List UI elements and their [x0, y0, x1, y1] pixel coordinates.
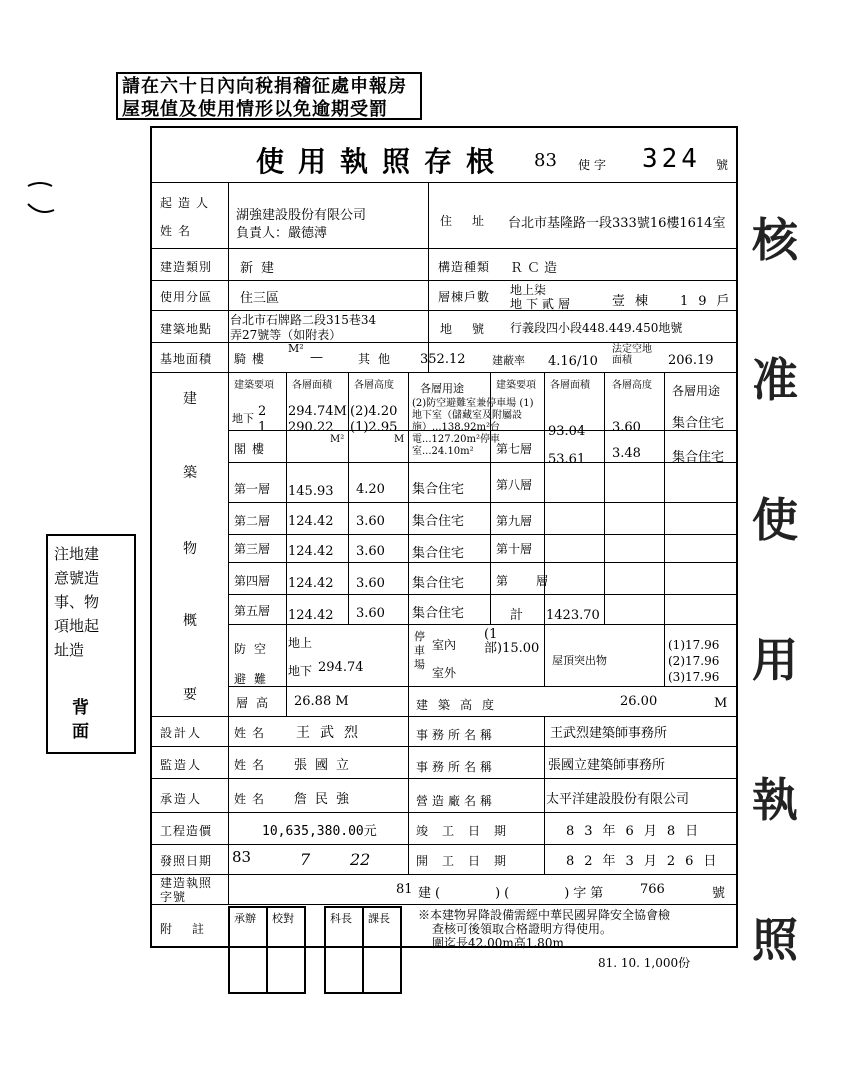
address-label: 住址 — [440, 214, 505, 228]
other-label: 其他 — [358, 352, 399, 366]
shelter-down: 地下 — [288, 664, 313, 678]
f9-label: 第九層 — [496, 514, 533, 528]
bldg-v2: 築 — [183, 465, 197, 481]
bldg-v4: 概 — [183, 613, 197, 629]
f7-label: 第七層 — [496, 442, 533, 456]
f5-height: 3.60 — [356, 606, 385, 621]
lot-label: 地號 — [440, 322, 505, 336]
contractor-name-label: 姓名 — [234, 792, 271, 806]
head-height: 各層高度 — [354, 380, 394, 391]
basement-use: (2)防空避難室兼停車場 (1)地下室（儲藏室及附屬設施）...138.92m²台電...127.20m²停車室...24.10m² — [412, 398, 534, 457]
b2-area: 294.74M — [288, 404, 347, 419]
head-item-2: 建築要項 — [496, 380, 536, 391]
area-label: 基地面積 — [160, 352, 213, 366]
legal-label: 法定空地面積 — [612, 344, 652, 366]
contractor-label: 承造人 — [160, 792, 203, 806]
b1-index: 1 — [258, 420, 267, 435]
number-suffix: 號 — [716, 158, 729, 172]
f5-area: 124.42 — [288, 608, 334, 623]
parking-outdoor: 室外 — [432, 666, 457, 680]
bh-label: 建築高度 — [416, 698, 505, 712]
bh-value: 26.00 — [620, 694, 658, 709]
f5-use: 集合住宅 — [412, 606, 465, 621]
supervisor-name-label: 姓名 — [234, 758, 271, 772]
storey-h: 26.88 M — [294, 694, 349, 709]
floors-label: 層棟戶數 — [438, 290, 491, 304]
f10-label: 第十層 — [496, 542, 533, 556]
head-area-2: 各層面積 — [550, 380, 590, 391]
roof-1: (1)17.96 — [668, 638, 720, 652]
roof-2: (2)17.96 — [668, 654, 720, 668]
structure-label: 構造種類 — [438, 260, 491, 274]
stamp-label-1: 承辦 — [234, 912, 256, 925]
supervisor-label: 監造人 — [160, 758, 203, 772]
cost-label: 工程造價 — [160, 824, 213, 838]
contractor-company: 太平洋建設股份有限公司 — [546, 792, 690, 807]
print-footer: 81. 10. 1,000份 — [598, 956, 691, 970]
lot: 行義段四小段448.449.450地號 — [510, 321, 683, 335]
stamp-label-4: 課長 — [368, 912, 390, 925]
issue-label: 發照日期 — [160, 854, 213, 868]
top-note — [116, 72, 422, 120]
designer-label: 設計人 — [160, 726, 203, 740]
f6-area: 93.04 — [548, 424, 586, 439]
site-addr2: 弄27號等（如附表） — [230, 328, 342, 342]
side-note: 注地建 意號造 事、物 項地起 址造 背面 — [46, 534, 136, 754]
supervisor-name: 張國立 — [294, 758, 358, 773]
build-type-label: 建造類別 — [160, 260, 213, 274]
roof-label: 屋頂突出物 — [552, 654, 607, 667]
note-line1: ※本建物昇降設備需經中華民國昇降安全協會檢 — [418, 908, 671, 922]
bldg-v3: 物 — [183, 541, 197, 557]
basement-label: 地下 — [232, 412, 254, 425]
shelter-label: 防空避難 — [234, 642, 275, 686]
total-value: 1423.70 — [546, 608, 600, 623]
legal-value: 206.19 — [668, 353, 714, 368]
b1-height: (1)2.95 — [350, 420, 398, 435]
f2-height: 3.60 — [356, 514, 385, 529]
permit-number: 324 — [642, 144, 701, 174]
f3-height: 3.60 — [356, 544, 385, 559]
sup-office-label: 事務所名稱 — [416, 760, 497, 774]
f2-label: 第二層 — [234, 514, 271, 528]
f7-height: 3.48 — [612, 446, 641, 461]
buildings: 壹棟 — [612, 294, 659, 309]
right-mark: 核准使用執照 — [752, 213, 798, 967]
stamp-label-3: 科長 — [330, 912, 352, 925]
note-line2: 查核可後領取合格證明方得使用。 — [432, 922, 613, 936]
co-label: 營造廠名稱 — [416, 794, 497, 808]
scratch-mark-icon — [24, 176, 64, 226]
f2-area: 124.42 — [288, 514, 334, 529]
permit-mid: 建( )( )字第 — [418, 886, 608, 901]
designer-office: 王武烈建築師事務所 — [550, 726, 668, 741]
parking-label: 停車場 — [414, 630, 425, 671]
f6-height: 3.60 — [612, 420, 641, 435]
f3-use: 集合住宅 — [412, 546, 465, 561]
parking-indoor: 室內 — [432, 638, 457, 652]
issue-month: 7 — [300, 850, 311, 869]
ratio-label: 建蔽率 — [492, 354, 525, 367]
permit-num: 766 — [640, 882, 665, 897]
head-area: 各層面積 — [292, 380, 332, 391]
permit-year: 81 — [396, 882, 413, 897]
designer-name-label: 姓名 — [234, 726, 271, 740]
head-item: 建築要項 — [234, 380, 274, 391]
builder-name-label: 姓名 — [160, 224, 197, 238]
units: 19戶 — [680, 294, 740, 309]
year-number: 83 — [534, 150, 557, 171]
builder-rep: 負責人：嚴德溥 — [236, 226, 328, 241]
parking-value: (1部)15.00 — [484, 627, 540, 656]
permit-label: 建造執照字號 — [160, 876, 213, 904]
f1-use: 集合住宅 — [412, 482, 465, 497]
bh-unit: M — [714, 696, 728, 711]
build-type: 新建 — [240, 261, 283, 276]
f4-area: 124.42 — [288, 576, 334, 591]
builder-label: 起造人 — [160, 196, 215, 210]
office-label: 事務所名稱 — [416, 728, 497, 742]
f4-label: 第四層 — [234, 574, 271, 588]
head-height-2: 各層高度 — [612, 380, 652, 391]
head-use-2: 各層用途 — [672, 384, 721, 398]
floors-up: 地上柒 — [510, 283, 547, 297]
done-label: 竣工日期 — [416, 824, 521, 838]
f1-area: 145.93 — [288, 484, 334, 499]
cost-value: 10,635,380.00元 — [262, 824, 377, 839]
f8-label: 第八層 — [496, 478, 533, 492]
ratio-value: 4.16/10 — [548, 354, 598, 369]
f3-label: 第三層 — [234, 542, 271, 556]
f5-label: 第五層 — [234, 604, 271, 618]
f6-use: 集合住宅 — [672, 416, 725, 431]
head-use: 各層用途 — [420, 382, 464, 395]
designer-name: 王武烈 — [296, 725, 368, 741]
stamp-label-2: 校對 — [272, 912, 294, 925]
attic-label: 閣樓 — [234, 442, 271, 456]
permit-type: 使字 — [578, 158, 611, 172]
site-label: 建築地點 — [160, 322, 213, 336]
shelter-up: 地上 — [288, 636, 313, 650]
shelter-down-value: 294.74 — [318, 660, 364, 675]
f4-use: 集合住宅 — [412, 576, 465, 591]
f1-height: 4.20 — [356, 482, 385, 497]
form-title: 使用執照存根 — [256, 145, 509, 178]
site-addr1: 台北市石牌路二段315巷34 — [230, 313, 377, 327]
builder-address: 台北市基隆路一段333號16樓1614室 — [508, 216, 726, 231]
zone-label: 使用分區 — [160, 290, 213, 304]
bldg-v5: 要 — [183, 687, 197, 703]
start-label: 開工日期 — [416, 854, 521, 868]
storey-h-label: 層高 — [236, 696, 277, 710]
total-label: 計 — [510, 608, 524, 623]
f4-height: 3.60 — [356, 576, 385, 591]
builder-name: 湖強建設股份有限公司 — [236, 208, 367, 223]
b1-area: 290.22 — [288, 420, 334, 435]
done-date: 83年6月8日 — [566, 824, 709, 839]
top-note-line1: 請在六十日內向稅捐稽征處申報房 — [122, 76, 407, 97]
b2-index: 2 — [258, 404, 267, 419]
start-date: 82年3月26日 — [566, 854, 727, 869]
contractor-name: 詹民強 — [294, 792, 358, 807]
attic-unit: M² — [330, 434, 345, 445]
note-line3: 圍迄長42.00m高1.80m — [432, 936, 564, 950]
permit-suffix: 號 — [712, 886, 726, 901]
arcade-label: 騎樓 — [234, 352, 271, 366]
f1-label: 第一層 — [234, 482, 271, 496]
floors-down: 地下貳層 — [510, 297, 575, 311]
side-note-col: 注 — [54, 545, 70, 563]
f2-use: 集合住宅 — [412, 514, 465, 529]
arcade-unit: M² — [288, 342, 304, 355]
bldg-v1: 建 — [183, 391, 197, 407]
other-value: 352.12 — [420, 352, 466, 367]
supervisor-office: 張國立建築師事務所 — [548, 758, 666, 773]
f7-use: 集合住宅 — [672, 450, 725, 465]
issue-day: 22 — [350, 850, 371, 869]
zone: 住三區 — [240, 291, 280, 306]
fx-label: 第 層 — [496, 574, 557, 588]
side-note-back: 背面 — [72, 698, 89, 742]
note-label: 附註 — [160, 922, 225, 936]
arcade-value: — — [310, 350, 323, 365]
f7-area: 53.61 — [548, 452, 586, 467]
attic-h-unit: M — [394, 434, 405, 445]
structure: ＲＣ造 — [510, 261, 562, 276]
b2-height: (2)4.20 — [350, 404, 398, 419]
issue-year: 83 — [232, 848, 252, 866]
top-note-line2: 屋現值及使用情形以免逾期受罰 — [122, 99, 388, 120]
f3-area: 124.42 — [288, 544, 334, 559]
roof-3: (3)17.96 — [668, 670, 720, 684]
